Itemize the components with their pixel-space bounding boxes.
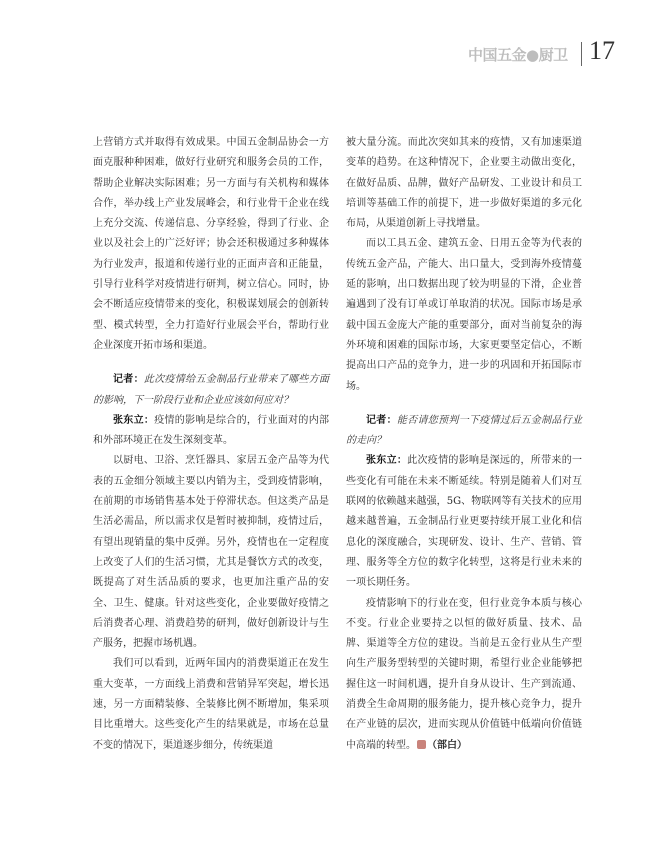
spacer (346, 397, 582, 411)
spacer (93, 356, 329, 370)
end-mark-icon (417, 740, 426, 749)
interview-question (93, 370, 329, 411)
magazine-title: 中国五金●厨卫 (468, 46, 568, 64)
interview-answer (346, 451, 582, 593)
answer-text: 此次疫情的影响是深远的，所带来的一些变化有可能在未来不断延续。特别是随着人们对互联网的依赖越来越强，5G、物联网等有关技术的应用越来越普遍，五金制品行业更要持续开展工业化和信息化的深度融合，实现研发、设计、生产、营销、管理、服务等全方位的数字化转型，这将是行业未来的一项长期任务。 (346, 455, 583, 589)
closing-text: 疫情影响下的行业在变，但行业竞争本质与核心不变。行业企业要持之以恒的做好质量、技术、品牌、渠道等全方位的建设。当前是五金行业从生产型向生产服务型转型的关键时期，希望行业企业能够把握住这一时间机遇，提升自身从设计、生产到流通、消费全生命周期的服务能力，提升核心竞争力，提升在产业链的层次，进而实现从价值链中低端向价值链中高端的转型。 (346, 597, 582, 751)
question-text: 此次疫情给五金制品行业带来了哪些方面的影响，下一阶段行业和企业应该如何应对？ (93, 374, 330, 406)
author-signature: （部白） (427, 739, 467, 751)
question-label: 记者： (113, 374, 144, 386)
interview-answer (93, 411, 329, 452)
interview-question (346, 411, 582, 452)
right-column (346, 133, 582, 756)
paragraph: 被大量分流。而此次突如其来的疫情，又有加速渠道变革的趋势。在这种情况下，企业要主动做出变化，在做好品质、品牌，做好产品研发、工业设计和员工培训等基础工作的前提下，进一步做好渠道的多元化布局，从渠道创新上寻找增量。 (346, 137, 582, 230)
question-label: 记者： (366, 414, 397, 426)
speaker-name: 张东立： (366, 455, 408, 467)
paragraph: 上营销方式并取得有效成果。中国五金制品协会一方面克服种种困难，做好行业研究和服务会员的工作，帮助企业解决实际困难；另一方面与有关机构和媒体合作，举办线上产业发展峰会，和行业骨干企业在线上充分交流、传递信息、分享经验，得到了行业、企业以及社会上的广泛好评；协会还积极通过多种媒体为行业发声，报道和传递行业的正面声音和正能量，引导行业科学对疫情进行研判，树立信心。同时，协会不断适应疫情带来的变化，积极谋划展会的创新转型、模式转型，全力打造好行业展会平台，帮助行业企业深度开拓市场和渠道。 (93, 137, 329, 351)
paragraph (346, 594, 582, 756)
answer-text: 疫情的影响是综合的，行业面对的内部和外部环境正在发生深刻变革。 (93, 414, 330, 447)
header-divider (581, 42, 582, 66)
page-number: 17 (589, 36, 615, 65)
speaker-name: 张东立： (113, 414, 155, 426)
paragraph: 而以工具五金、建筑五金、日用五金等为代表的传统五金产品，产能大、出口量大，受到海外疫情蔓延的影响，出口数据出现了较为明显的下滑，企业普遍遇到了没有订单或订单取消的状况。国际市场是承载中国五金庞大产能的重要部分，面对当前复杂的海外环境和困难的国际市场，大家更要坚定信心，不断提高出口产品的竞争力，进一步的巩固和开拓国际市场。 (346, 238, 582, 392)
left-column (93, 133, 329, 756)
question-text: 能否请您预判一下疫情过后五金制品行业的走向？ (346, 414, 583, 447)
paragraph: 以厨电、卫浴、烹饪器具、家居五金产品等为代表的五金细分领域主要以内销为主，受到疫情影响，在前期的市场销售基本处于停滞状态。但这类产品是生活必需品，所以需求仅是暂时被抑制，疫情过后，有望出现销量的集中反弹。另外，疫情也在一定程度上改变了人们的生活习惯，尤其是餐饮方式的改变，既提高了对生活品质的要求，也更加注重产品的安全、卫生、健康。针对这些变化，企业要做好疫情之后消费者心理、消费趋势的研判，做好创新设计与生产服务，把握市场机遇。 (93, 455, 329, 650)
paragraph: 我们可以看到，近两年国内的消费渠道正在发生重大变革，一方面线上消费和营销异军突起，增长迅速，另一方面精装修、全装修比例不断增加，集采项目比重增大。这些变化产生的结果就是，市场在总量不变的情况下，渠道逐步细分，传统渠道 (93, 658, 329, 751)
page-header (468, 36, 635, 70)
